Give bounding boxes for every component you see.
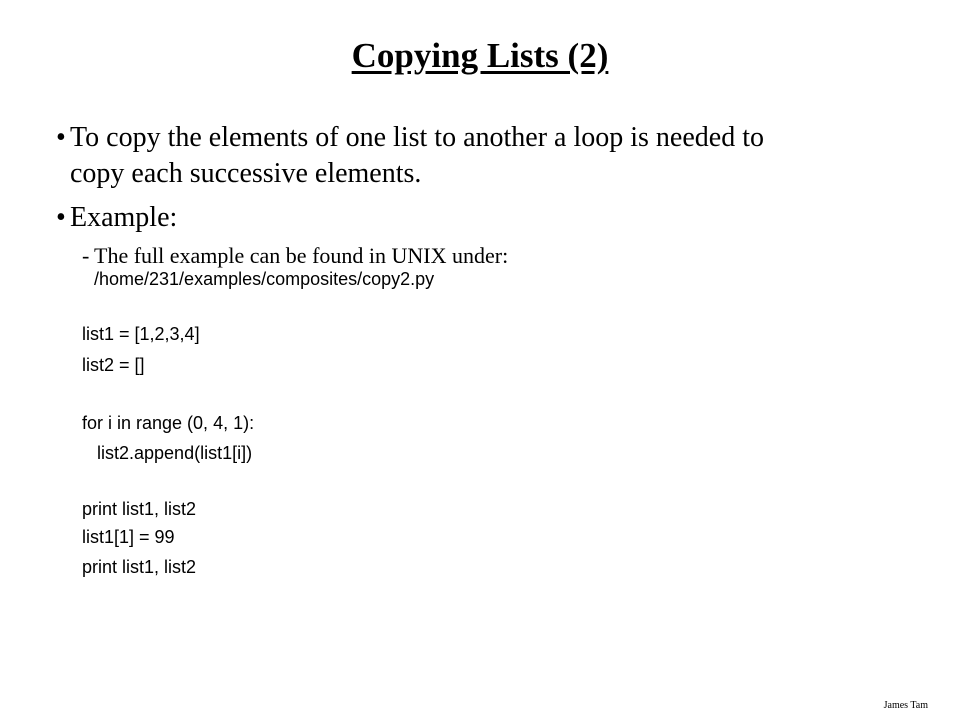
code-line: list2.append(list1[i]) (82, 443, 253, 463)
author-footer: James Tam (883, 700, 928, 711)
bullet-text-line1: To copy the elements of one list to another a loop is needed to (70, 122, 764, 153)
sub-bullet (82, 244, 922, 268)
bullet-mark: • (56, 122, 66, 153)
slide-title: Copying Lists (2) (351, 36, 609, 75)
code-line: print list1, list2 (82, 557, 197, 577)
bullet-mark: • (56, 202, 66, 233)
code-line: for i in range (0, 4, 1): (82, 413, 255, 433)
bullet-example-text: Example: (70, 202, 178, 233)
code-line: list1 = [1,2,3,4] (82, 324, 200, 344)
bullet-example (56, 200, 936, 236)
file-path: /home/231/examples/composites/copy2.py (94, 269, 435, 289)
bullet-copy-elements (56, 120, 936, 192)
bullet-text-line2: copy each successive elements. (70, 158, 422, 189)
code-line: print list1, list2 (82, 499, 197, 519)
code-line: list1[1] = 99 (82, 527, 175, 547)
code-line: list2 = [] (82, 355, 145, 375)
sub-bullet-text: The full example can be found in UNIX under: (94, 243, 509, 268)
dash-mark: - (82, 243, 90, 268)
